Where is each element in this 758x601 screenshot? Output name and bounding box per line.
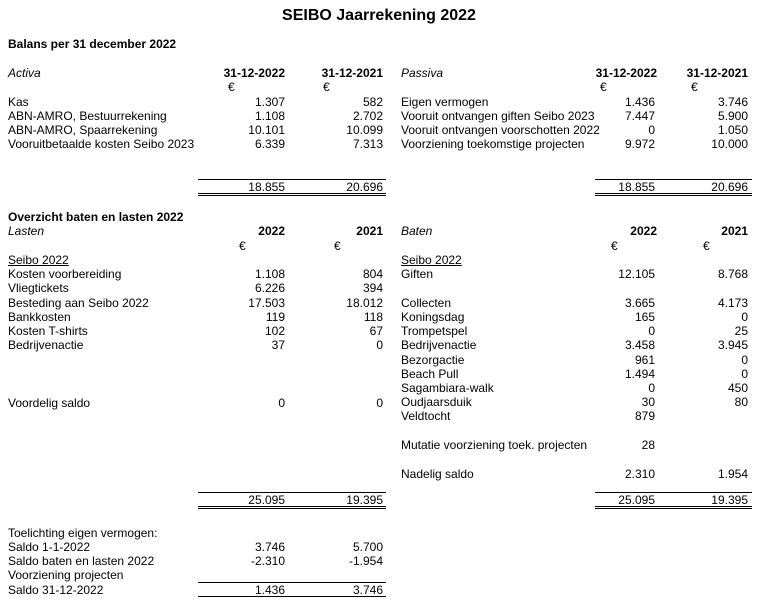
row-label: Collecten (401, 296, 452, 310)
passiva-total-rule (595, 195, 752, 196)
row-value-2021: 2.702 (352, 109, 383, 123)
row-label: Kosten voorbereiding (8, 267, 122, 281)
row-value-2022: 28 (641, 438, 655, 452)
row-value-2022: 7.447 (624, 109, 655, 123)
row-value-2021: 804 (362, 267, 383, 281)
lasten-col-2021: 2021 (356, 224, 383, 238)
row-value-2022: 6.339 (254, 137, 285, 151)
row-label: Besteding aan Seibo 2022 (8, 296, 149, 310)
lasten-section: Seibo 2022 (8, 253, 69, 267)
lasten-total-rule (198, 508, 386, 509)
income-heading: Overzicht baten en lasten 2022 (8, 210, 184, 224)
row-label: Vooruit ontvangen giften Seibo 2023 (401, 109, 595, 123)
row-value-2022: 17.503 (248, 296, 285, 310)
row-value-2022: 165 (634, 310, 655, 324)
row-value-2021: 0 (741, 310, 748, 324)
activa-col-2021: 31-12-2021 (321, 66, 383, 80)
row-label: Eigen vermogen (401, 95, 489, 109)
row-label: Oudjaarsduik (401, 395, 472, 409)
row-label: Bankkosten (8, 310, 71, 324)
lasten-total-2021: 19.395 (346, 493, 383, 507)
row-value-2022: 0 (278, 396, 285, 410)
row-value-2021: 18.012 (346, 296, 383, 310)
row-value-2021: 10.099 (346, 123, 383, 137)
baten-currency-2021: € (703, 239, 710, 253)
row-value-2021: 394 (362, 281, 383, 295)
row-label: Kosten T-shirts (8, 324, 88, 338)
row-value-2022: 961 (634, 353, 655, 367)
lasten-currency-2022: € (239, 239, 246, 253)
lasten-currency-2021: € (334, 239, 341, 253)
row-value-2021: 80 (734, 395, 748, 409)
row-value-2022: 10.101 (248, 123, 285, 137)
row-label: ABN-AMRO, Bestuurrekening (8, 109, 167, 123)
row-value-2022: 0 (648, 123, 655, 137)
activa-col-2022: 31-12-2022 (223, 66, 285, 80)
row-label: Vooruitbetaalde kosten Seibo 2023 (8, 137, 195, 151)
row-value-2021: 0 (376, 338, 383, 352)
row-value-2021: 10.000 (711, 137, 748, 151)
row-label: Bedrijvenactie (8, 338, 84, 352)
balance-heading: Balans per 31 december 2022 (8, 37, 177, 51)
row-value-2022: 30 (641, 395, 655, 409)
row-label: Trompetspel (401, 324, 468, 338)
baten-total-rule (595, 508, 752, 509)
row-value-2022: 9.972 (624, 137, 655, 151)
row-value-2021: 67 (369, 324, 383, 338)
passiva-col-2021: 31-12-2021 (686, 66, 748, 80)
row-value-2022: 1.494 (624, 367, 655, 381)
row-value-2022: 1.436 (254, 583, 285, 597)
baten-col-2022: 2022 (630, 224, 657, 238)
baten-total-2022: 25.095 (618, 493, 655, 507)
baten-label: Baten (401, 224, 433, 238)
row-value-2022: 1.108 (254, 267, 285, 281)
baten-col-2021: 2021 (721, 224, 748, 238)
row-value-2021: 5.700 (352, 540, 383, 554)
row-value-2022: 1.108 (254, 109, 285, 123)
activa-currency-2022: € (228, 80, 235, 94)
row-value-2021: 1.954 (717, 467, 748, 481)
row-value-2021: -1.954 (348, 554, 383, 568)
row-value-2022: 37 (271, 338, 285, 352)
row-value-2022: 3.746 (254, 540, 285, 554)
equity-heading: Toelichting eigen vermogen: (8, 526, 158, 540)
lasten-label: Lasten (8, 224, 45, 238)
row-value-2022: 102 (264, 324, 285, 338)
row-value-2021: 0 (741, 367, 748, 381)
row-label: Beach Pull (401, 367, 459, 381)
row-value-2022: 2.310 (624, 467, 655, 481)
row-label: Veldtocht (401, 409, 451, 423)
activa-label: Activa (8, 66, 41, 80)
row-label: Voordelig saldo (8, 396, 91, 410)
row-value-2021: 118 (363, 310, 383, 324)
row-label: Sagambiara-walk (401, 381, 494, 395)
row-label: Bezorgactie (401, 353, 465, 367)
row-value-2021: 582 (362, 95, 383, 109)
passiva-currency-2022: € (600, 80, 607, 94)
activa-currency-2021: € (323, 80, 330, 94)
row-label: Vliegtickets (8, 281, 69, 295)
row-value-2021: 8.768 (717, 267, 748, 281)
row-value-2021: 7.313 (352, 137, 383, 151)
passiva-total-2021: 20.696 (711, 180, 748, 194)
row-value-2022: 119 (265, 310, 285, 324)
row-label: Mutatie voorziening toek. projecten (401, 438, 588, 452)
row-value-2021: 4.173 (717, 296, 748, 310)
row-label: Kas (8, 95, 29, 109)
activa-total-2022: 18.855 (248, 180, 285, 194)
row-value-2021: 3.746 (717, 95, 748, 109)
row-label: Voorziening projecten (8, 568, 124, 582)
activa-total-rule (198, 195, 386, 196)
row-value-2022: -2.310 (250, 554, 285, 568)
row-value-2021: 5.900 (717, 109, 748, 123)
row-value-2022: 6.226 (254, 281, 285, 295)
row-value-2022: 3.458 (624, 338, 655, 352)
row-value-2021: 0 (376, 396, 383, 410)
row-label: Saldo 1-1-2022 (8, 540, 91, 554)
row-label: Bedrijvenactie (401, 338, 477, 352)
row-value-2022: 1.436 (624, 95, 655, 109)
row-value-2021: 1.050 (717, 123, 748, 137)
row-value-2021: 25 (734, 324, 748, 338)
baten-total-2021: 19.395 (711, 493, 748, 507)
baten-currency-2022: € (611, 239, 618, 253)
row-value-2021: 0 (741, 353, 748, 367)
lasten-col-2022: 2022 (258, 224, 285, 238)
row-value-2022: 0 (648, 381, 655, 395)
row-value-2022: 0 (648, 324, 655, 338)
row-value-2022: 879 (634, 409, 655, 423)
baten-section: Seibo 2022 (401, 253, 462, 267)
row-label: Voorziening toekomstige projecten (401, 137, 585, 151)
row-label: Saldo baten en lasten 2022 (8, 554, 155, 568)
row-value-2022: 12.105 (618, 267, 655, 281)
passiva-total-2022: 18.855 (618, 180, 655, 194)
row-label: Vooruit ontvangen voorschotten 2022 (401, 123, 600, 137)
row-value-2022: 1.307 (254, 95, 285, 109)
passiva-label: Passiva (401, 66, 444, 80)
row-value-2021: 3.746 (352, 583, 383, 597)
passiva-currency-2021: € (691, 80, 698, 94)
passiva-col-2022: 31-12-2022 (595, 66, 657, 80)
lasten-total-2022: 25.095 (248, 493, 285, 507)
row-value-2021: 450 (727, 381, 748, 395)
row-value-2021: 3.945 (717, 338, 748, 352)
row-label: Saldo 31-12-2022 (8, 583, 104, 597)
row-label: Nadelig saldo (401, 467, 474, 481)
row-label: Giften (401, 267, 434, 281)
activa-total-2021: 20.696 (346, 180, 383, 194)
row-value-2022: 3.665 (624, 296, 655, 310)
row-label: ABN-AMRO, Spaarrekening (8, 123, 158, 137)
row-label: Koningsdag (401, 310, 465, 324)
page-title: SEIBO Jaarrekening 2022 (282, 7, 476, 24)
